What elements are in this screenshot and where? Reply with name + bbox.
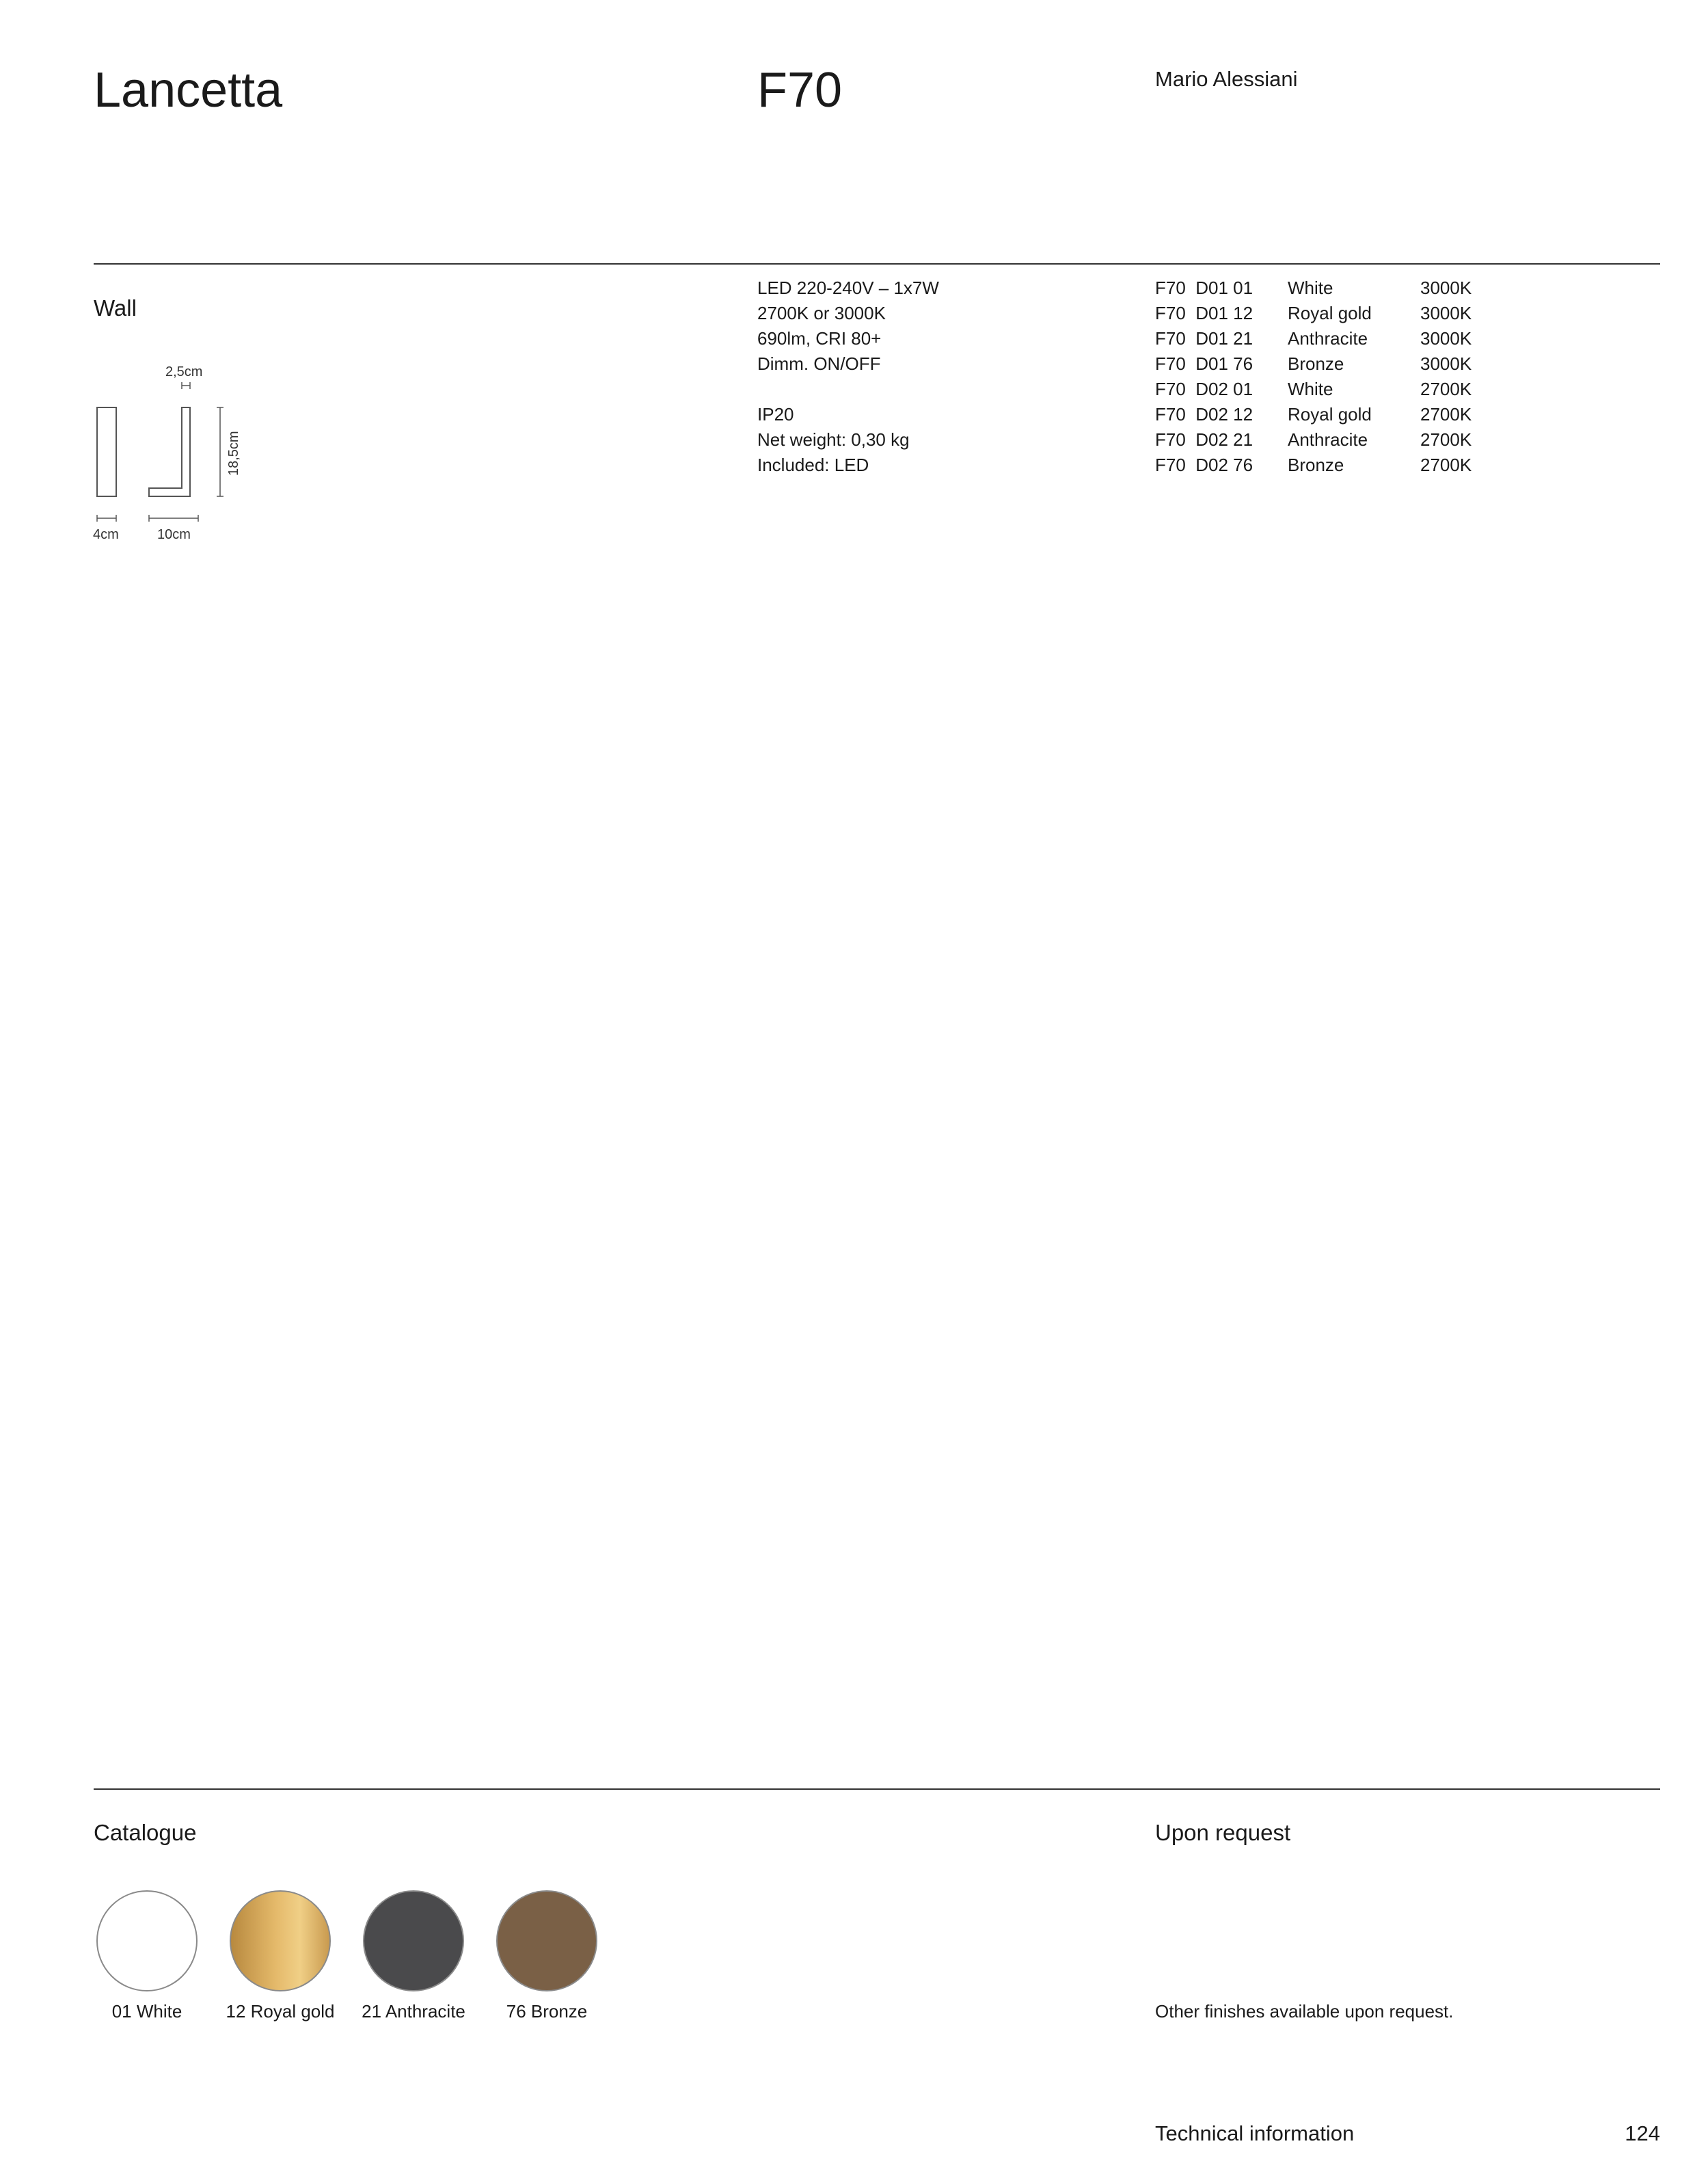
swatch-anthracite <box>363 1890 464 1991</box>
code-row <box>1155 427 1472 453</box>
page-number: 124 <box>1625 2121 1660 2145</box>
finish-cell: Bronze <box>1288 455 1344 475</box>
product-code-cell: F70 D02 01 <box>1155 379 1253 399</box>
product-code-cell: F70 D01 01 <box>1155 278 1253 298</box>
product-code-cell: F70 D02 12 <box>1155 404 1253 425</box>
color-temp-cell: 3000K <box>1420 353 1472 374</box>
swatch-label-anthracite: 21 Anthracite <box>362 2001 465 2022</box>
footer-section-label: Technical information <box>1155 2121 1355 2145</box>
depth-dimension-label: 2,5cm <box>165 364 203 379</box>
code-row <box>1155 351 1472 377</box>
height-dimension-label: 18,5cm <box>226 431 241 476</box>
finish-cell: White <box>1288 379 1333 399</box>
color-temp-cell: 3000K <box>1420 328 1472 349</box>
finish-cell: Bronze <box>1288 353 1344 374</box>
color-temp-cell: 3000K <box>1420 303 1472 323</box>
product-code: F70 <box>757 63 843 118</box>
designer-name: Mario Alessiani <box>1155 67 1298 91</box>
swatch-white <box>96 1890 198 1991</box>
upon-request-note: Other finishes available upon request. <box>1155 2001 1454 2022</box>
upon-request-title: Upon request <box>1155 1820 1291 1845</box>
spec-line: 2700K or 3000K <box>757 303 886 323</box>
finish-cell: Anthracite <box>1288 429 1368 450</box>
product-code-cell: F70 D01 76 <box>1155 353 1253 374</box>
product-code-cell: F70 D01 12 <box>1155 303 1253 323</box>
code-row <box>1155 402 1472 427</box>
code-row <box>1155 276 1472 301</box>
side-width-label: 10cm <box>157 527 191 542</box>
color-temp-cell: 3000K <box>1420 278 1472 298</box>
spec-list <box>757 276 939 478</box>
spec-line: Included: LED <box>757 455 869 475</box>
spec-line: 690lm, CRI 80+ <box>757 328 882 349</box>
finish-cell: Royal gold <box>1288 303 1372 323</box>
front-width-label: 4cm <box>93 527 119 542</box>
spec-line: Net weight: 0,30 kg <box>757 429 910 450</box>
swatch-label-white: 01 White <box>111 2001 182 2022</box>
spec-line <box>757 377 939 402</box>
finish-cell: Anthracite <box>1288 328 1368 349</box>
catalogue-title: Catalogue <box>94 1820 197 1845</box>
front-view-outline <box>97 407 116 496</box>
code-row <box>1155 377 1472 402</box>
bottom-divider <box>94 1788 1660 1790</box>
product-code-cell: F70 D02 21 <box>1155 429 1253 450</box>
spec-line: IP20 <box>757 404 794 425</box>
code-row <box>1155 301 1472 326</box>
swatch-label-bronze: 76 Bronze <box>506 2001 588 2022</box>
product-code-table <box>1155 276 1472 478</box>
color-temp-cell: 2700K <box>1420 404 1472 425</box>
product-code-cell: F70 D01 21 <box>1155 328 1253 349</box>
color-temp-cell: 2700K <box>1420 455 1472 475</box>
top-divider <box>94 263 1660 265</box>
dimension-drawing <box>89 362 260 547</box>
color-temp-cell: 2700K <box>1420 429 1472 450</box>
mount-type-title: Wall <box>94 295 137 321</box>
side-view-outline <box>149 407 190 496</box>
color-temp-cell: 2700K <box>1420 379 1472 399</box>
product-name: Lancetta <box>94 63 283 118</box>
swatch-bronze <box>496 1890 597 1991</box>
spec-line: LED 220-240V – 1x7W <box>757 278 939 298</box>
swatch-royal-gold <box>230 1890 331 1991</box>
finish-cell: Royal gold <box>1288 404 1372 425</box>
product-code-cell: F70 D02 76 <box>1155 455 1253 475</box>
finish-cell: White <box>1288 278 1333 298</box>
code-row <box>1155 326 1472 351</box>
code-row <box>1155 453 1472 478</box>
spec-line: Dimm. ON/OFF <box>757 353 881 374</box>
swatch-label-royal-gold: 12 Royal gold <box>226 2001 335 2022</box>
